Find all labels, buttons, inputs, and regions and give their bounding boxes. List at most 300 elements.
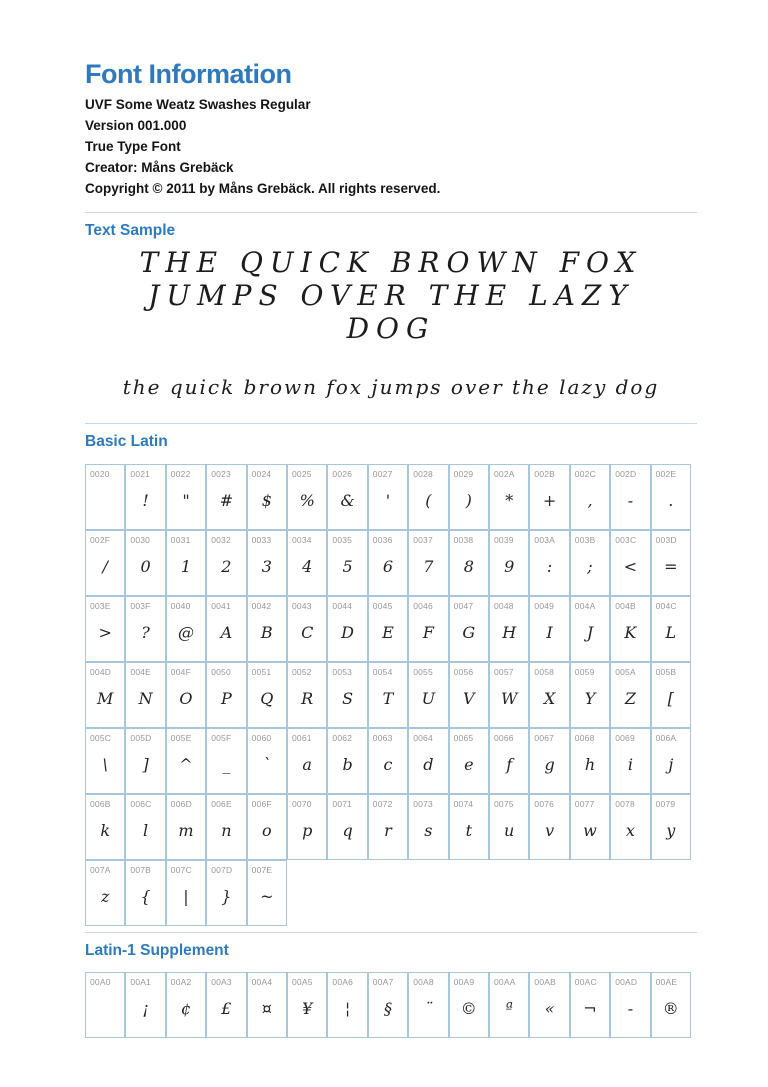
codepoint-label: 0050 (211, 667, 231, 677)
codepoint-label: 0064 (413, 733, 433, 743)
codepoint-label: 002A (494, 469, 515, 479)
glyph-cell (570, 464, 610, 530)
glyph-cell (247, 662, 287, 728)
glyph: @ (177, 622, 194, 642)
glyph-cell (125, 860, 165, 926)
codepoint-label: 0025 (292, 469, 312, 479)
codepoint-label: 0054 (372, 667, 393, 677)
codepoint-label: 005A (615, 667, 636, 677)
glyph-cell (489, 972, 529, 1038)
glyph: U (421, 688, 436, 708)
glyph: & (340, 490, 355, 510)
glyph-cell (166, 662, 206, 728)
glyph: f (506, 754, 513, 774)
glyph-grid-row (85, 728, 691, 794)
codepoint-label: 003D (655, 535, 677, 545)
codepoint-label: 003A (534, 535, 556, 545)
glyph-cell (206, 464, 246, 530)
glyph-cell (529, 464, 569, 530)
glyph: K (624, 622, 637, 642)
glyph-cell (610, 530, 650, 596)
glyph: | (183, 886, 189, 906)
glyph-cell (529, 728, 569, 794)
codepoint-label: 004D (90, 667, 112, 677)
codepoint-label: 0075 (494, 799, 514, 809)
codepoint-label: 00A3 (211, 977, 232, 987)
codepoint-label: 006D (170, 799, 192, 809)
glyph-cell (125, 794, 165, 860)
glyph: v (545, 820, 555, 840)
codepoint-label: 0049 (534, 601, 555, 611)
codepoint-label: 004A (574, 601, 596, 611)
glyph: ¢ (180, 998, 192, 1018)
codepoint-label: 0047 (453, 601, 474, 611)
glyph: ; (587, 556, 593, 576)
codepoint-label: 006A (655, 733, 677, 743)
glyph: ? (141, 622, 150, 642)
glyph-cell (368, 794, 408, 860)
codepoint-label: 005E (170, 733, 192, 743)
codepoint-label: 0053 (332, 667, 353, 677)
glyph-cell (166, 596, 206, 662)
glyph (86, 987, 124, 1037)
codepoint-label: 004E (130, 667, 152, 677)
codepoint-label: 0070 (292, 799, 312, 809)
codepoint-label: 004F (170, 667, 191, 677)
codepoint-label: 0030 (130, 535, 151, 545)
glyph-cell (489, 530, 529, 596)
glyph: ^ (179, 754, 193, 774)
glyph-cell (570, 596, 610, 662)
codepoint-label: 00A7 (372, 977, 394, 987)
codepoint-label: 0065 (453, 733, 474, 743)
codepoint-label: 006C (130, 799, 152, 809)
glyph: § (383, 998, 392, 1018)
glyph: = (664, 556, 678, 576)
codepoint-label: 0043 (292, 601, 312, 611)
glyph-cell (651, 464, 691, 530)
glyph: ¡ (142, 998, 149, 1018)
glyph-cell (247, 596, 287, 662)
glyph-cell (166, 860, 206, 926)
glyph: N (138, 688, 153, 708)
glyph: 2 (221, 556, 232, 576)
page-title: Font Information (85, 59, 292, 89)
codepoint-label: 0060 (251, 733, 272, 743)
codepoint-label: 004B (615, 601, 636, 611)
glyph-grid-row (85, 860, 691, 926)
codepoint-label: 0037 (413, 535, 433, 545)
glyph-cell (449, 662, 489, 728)
glyph-cell (85, 464, 125, 530)
glyph-cell (610, 728, 650, 794)
codepoint-label: 0028 (413, 469, 433, 479)
glyph: n (221, 820, 232, 840)
glyph-cell (287, 794, 327, 860)
codepoint-label: 0041 (211, 601, 231, 611)
glyph: z (100, 886, 110, 906)
glyph-cell (651, 596, 691, 662)
codepoint-label: 0073 (413, 799, 433, 809)
codepoint-label: 0023 (211, 469, 231, 479)
glyph: q (342, 820, 353, 840)
codepoint-label: 0055 (413, 667, 433, 677)
glyph-cell (570, 794, 610, 860)
glyph: ¤ (261, 998, 272, 1018)
codepoint-label: 0039 (494, 535, 514, 545)
glyph: r (384, 820, 392, 840)
codepoint-label: 0059 (574, 667, 595, 677)
codepoint-label: 0066 (494, 733, 514, 743)
glyph-cell (610, 794, 650, 860)
glyph: 7 (423, 556, 434, 576)
codepoint-label: 0035 (332, 535, 353, 545)
glyph-cell (327, 530, 367, 596)
codepoint-label: 0063 (372, 733, 393, 743)
codepoint-label: 00A2 (170, 977, 192, 987)
glyph-cell (570, 728, 610, 794)
glyph: F (422, 622, 434, 642)
glyph-cell (206, 530, 246, 596)
codepoint-label: 0020 (90, 469, 110, 479)
glyph: ] (142, 754, 149, 774)
glyph-cell (287, 728, 327, 794)
glyph: E (382, 622, 394, 642)
glyph: + (542, 490, 557, 510)
glyph-cell (247, 728, 287, 794)
sample-line-1: THE QUICK BROWN FOX (139, 246, 643, 279)
glyph: } (221, 886, 232, 906)
glyph-cell (125, 596, 165, 662)
glyph-grid-row (85, 972, 691, 1038)
sample-line-2: JUMPS OVER THE LAZY (148, 279, 634, 312)
glyph: R (301, 688, 314, 708)
glyph-cell (125, 530, 165, 596)
glyph: - (627, 490, 634, 510)
glyph-cell (247, 464, 287, 530)
codepoint-label: 0079 (655, 799, 676, 809)
glyph-cell (206, 728, 246, 794)
glyph: ¦ (344, 998, 351, 1018)
glyph-cell (125, 662, 165, 728)
codepoint-label: 002C (574, 469, 596, 479)
codepoint-label: 0044 (332, 601, 353, 611)
codepoint-label: 0052 (292, 667, 312, 677)
glyph-cell (125, 728, 165, 794)
codepoint-label: 00A8 (413, 977, 434, 987)
codepoint-label: 003B (574, 535, 596, 545)
codepoint-label: 007E (251, 865, 273, 875)
glyph-grid-row (85, 464, 691, 530)
glyph: X (543, 688, 556, 708)
glyph-cell (449, 728, 489, 794)
glyph: x (625, 820, 635, 840)
glyph: 6 (382, 556, 394, 576)
glyph: t (465, 820, 473, 840)
codepoint-label: 00A6 (332, 977, 354, 987)
glyph-cell (529, 596, 569, 662)
codepoint-label: 003E (90, 601, 111, 611)
glyph: { (140, 886, 151, 906)
glyph-cell (408, 662, 448, 728)
glyph: " (182, 490, 190, 510)
glyph: y (666, 820, 676, 840)
codepoint-label: 0022 (170, 469, 191, 479)
glyph: ¨ (424, 998, 433, 1018)
glyph: 4 (302, 556, 313, 576)
glyph: I (546, 622, 553, 642)
codepoint-label: 0036 (372, 535, 393, 545)
glyph: b (342, 754, 353, 774)
glyph-cell (570, 662, 610, 728)
codepoint-label: 0045 (372, 601, 393, 611)
codepoint-label: 0068 (574, 733, 595, 743)
glyph-cell (651, 530, 691, 596)
glyph-cell (408, 728, 448, 794)
glyph-grid-row (85, 794, 691, 860)
glyph: . (668, 490, 674, 510)
codepoint-label: 0076 (534, 799, 555, 809)
glyph-cell (489, 662, 529, 728)
codepoint-label: 0029 (453, 469, 474, 479)
glyph-cell (489, 794, 529, 860)
codepoint-label: 0048 (494, 601, 514, 611)
glyph: l (143, 820, 149, 840)
glyph (86, 479, 124, 529)
glyph: # (219, 490, 234, 510)
codepoint-label: 0061 (292, 733, 312, 743)
glyph-cell (247, 530, 287, 596)
section-divider (85, 423, 697, 424)
glyph: > (98, 622, 112, 642)
glyph: ' (385, 490, 391, 510)
codepoint-label: 0071 (332, 799, 353, 809)
latin1-supplement-glyph-grid (85, 972, 691, 1038)
glyph-cell (368, 728, 408, 794)
glyph-cell (570, 530, 610, 596)
glyph-cell (368, 530, 408, 596)
text-sample-lowercase: the quick brown fox jumps over the lazy dog (122, 375, 660, 399)
font-creator: Creator: Måns Grebäck (85, 160, 234, 175)
glyph: - (627, 998, 634, 1018)
glyph-cell (368, 464, 408, 530)
glyph: H (502, 622, 517, 642)
glyph: _ (222, 754, 231, 774)
glyph: ) (465, 490, 472, 510)
codepoint-label: 0057 (494, 667, 514, 677)
glyph-cell (327, 972, 367, 1038)
codepoint-label: 003C (615, 535, 637, 545)
glyph: P (221, 688, 232, 708)
glyph: Q (260, 688, 274, 708)
glyph: 3 (261, 556, 272, 576)
codepoint-label: 0058 (534, 667, 555, 677)
codepoint-label: 00AC (574, 977, 597, 987)
glyph-cell (449, 464, 489, 530)
glyph: e (464, 754, 474, 774)
codepoint-label: 0038 (453, 535, 474, 545)
glyph-cell (610, 662, 650, 728)
sample-line-3: DOG (346, 312, 436, 345)
glyph-cell (287, 972, 327, 1038)
glyph-cell (85, 530, 125, 596)
codepoint-label: 00A0 (90, 977, 111, 987)
glyph-cell (247, 794, 287, 860)
glyph: * (505, 490, 514, 510)
glyph: \ (102, 754, 108, 774)
glyph-cell (651, 662, 691, 728)
font-info-block (85, 94, 697, 199)
glyph-cell (206, 794, 246, 860)
glyph: © (460, 998, 477, 1018)
codepoint-label: 00A5 (292, 977, 313, 987)
glyph-cell (529, 972, 569, 1038)
codepoint-label: 0056 (453, 667, 474, 677)
section-divider (85, 932, 697, 933)
glyph-cell (287, 596, 327, 662)
glyph: « (544, 998, 555, 1018)
glyph-cell (287, 662, 327, 728)
codepoint-label: 0033 (251, 535, 272, 545)
glyph: W (500, 688, 518, 708)
font-version: Version 001.000 (85, 118, 187, 133)
glyph-cell (287, 464, 327, 530)
glyph: [ (667, 688, 674, 708)
codepoint-label: 002D (615, 469, 637, 479)
glyph: k (100, 820, 111, 840)
glyph: a (302, 754, 312, 774)
glyph-cell (125, 972, 165, 1038)
section-heading-text-sample: Text Sample (85, 222, 176, 239)
glyph-cell (327, 662, 367, 728)
glyph-grid-row (85, 530, 691, 596)
section-heading-latin1-supplement: Latin-1 Supplement (85, 942, 229, 959)
basic-latin-glyph-grid (85, 464, 691, 926)
glyph-cell (166, 972, 206, 1038)
codepoint-label: 00AA (494, 977, 516, 987)
glyph: 9 (504, 556, 515, 576)
glyph: p (302, 820, 313, 840)
glyph-cell (449, 794, 489, 860)
glyph: j (668, 754, 674, 774)
glyph-cell (610, 464, 650, 530)
codepoint-label: 006F (251, 799, 272, 809)
codepoint-label: 002B (534, 469, 556, 479)
glyph: D (341, 622, 354, 642)
codepoint-label: 0032 (211, 535, 231, 545)
glyph: £ (221, 998, 232, 1018)
glyph-cell (85, 596, 125, 662)
glyph: : (546, 556, 553, 576)
glyph-cell (206, 860, 246, 926)
glyph-cell (489, 464, 529, 530)
section-heading-basic-latin: Basic Latin (85, 433, 168, 450)
glyph: ` (262, 754, 271, 774)
glyph-cell (166, 464, 206, 530)
glyph: s (424, 820, 433, 840)
codepoint-label: 00AE (655, 977, 678, 987)
glyph: w (583, 820, 597, 840)
glyph-cell (85, 860, 125, 926)
glyph-cell (85, 728, 125, 794)
glyph: B (260, 622, 273, 642)
glyph: ª (505, 998, 513, 1018)
glyph: 8 (463, 556, 474, 576)
codepoint-label: 00A9 (453, 977, 475, 987)
glyph: C (301, 622, 314, 642)
glyph-cell (125, 464, 165, 530)
glyph: A (220, 622, 233, 642)
glyph-cell (610, 972, 650, 1038)
glyph: S (342, 688, 354, 708)
glyph-cell (651, 794, 691, 860)
glyph: 5 (342, 556, 353, 576)
glyph-cell (651, 728, 691, 794)
glyph: Y (584, 688, 596, 708)
glyph: / (102, 556, 108, 576)
glyph: < (623, 556, 638, 576)
text-sample-uppercase (85, 246, 697, 345)
codepoint-label: 005C (90, 733, 112, 743)
glyph-cell (408, 794, 448, 860)
glyph-cell (247, 860, 287, 926)
glyph-cell (287, 530, 327, 596)
glyph: % (299, 490, 315, 510)
glyph-cell (368, 972, 408, 1038)
glyph-grid-row (85, 662, 691, 728)
codepoint-label: 0034 (292, 535, 312, 545)
font-name: UVF Some Weatz Swashes Regular (85, 97, 311, 112)
glyph: V (463, 688, 475, 708)
codepoint-label: 0062 (332, 733, 353, 743)
glyph-cell (489, 728, 529, 794)
codepoint-label: 0051 (251, 667, 272, 677)
glyph-cell (368, 662, 408, 728)
glyph-cell (449, 972, 489, 1038)
codepoint-label: 0067 (534, 733, 555, 743)
codepoint-label: 00A1 (130, 977, 152, 987)
glyph-cell (327, 728, 367, 794)
glyph: ® (662, 998, 679, 1018)
glyph-cell (449, 530, 489, 596)
codepoint-label: 0074 (453, 799, 474, 809)
codepoint-label: 003F (130, 601, 151, 611)
codepoint-label: 0024 (251, 469, 272, 479)
glyph-cell (408, 596, 448, 662)
glyph: u (504, 820, 515, 840)
glyph: G (462, 622, 476, 642)
glyph: Z (624, 688, 636, 708)
glyph: ¬ (583, 998, 597, 1018)
glyph: o (261, 820, 272, 840)
glyph: ! (142, 490, 149, 510)
codepoint-label: 007B (130, 865, 152, 875)
codepoint-label: 007A (90, 865, 111, 875)
glyph: m (178, 820, 194, 840)
codepoint-label: 00AD (615, 977, 638, 987)
codepoint-label: 004C (655, 601, 677, 611)
codepoint-label: 00AB (534, 977, 556, 987)
glyph-cell (368, 596, 408, 662)
glyph-cell (206, 662, 246, 728)
glyph: c (383, 754, 393, 774)
glyph-grid-row (85, 596, 691, 662)
glyph-cell (529, 662, 569, 728)
codepoint-label: 0040 (170, 601, 191, 611)
codepoint-label: 0072 (372, 799, 393, 809)
glyph: ~ (260, 886, 274, 906)
glyph: ( (425, 490, 432, 510)
